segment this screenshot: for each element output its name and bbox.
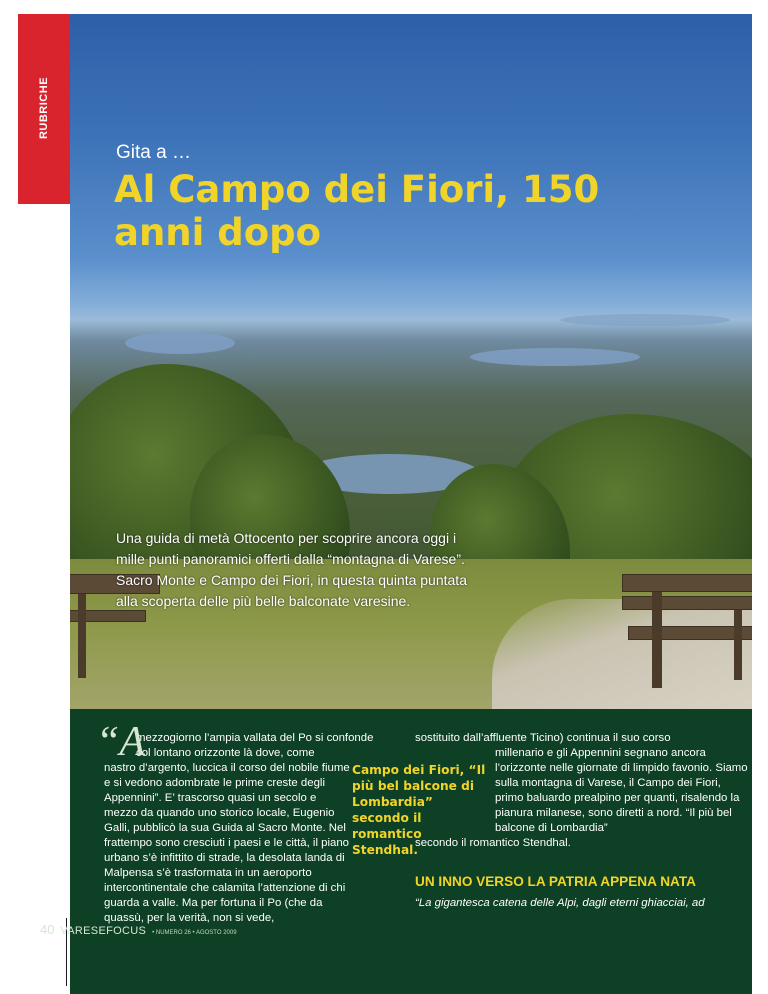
lake-right	[470, 348, 640, 366]
column-1-line-1: mezzogiorno l’ampia vallata del Po si confonde	[136, 732, 374, 744]
article-title: Al Campo dei Fiori, 150 anni dopo	[114, 168, 600, 254]
column-2-line-1: sostituito dall’affluente Ticino) continua il suo corso	[415, 732, 671, 744]
column-2-end: secondo il romantico Stendhal.	[415, 837, 571, 849]
lake-far	[560, 314, 730, 326]
article-intro: Una guida di metà Ottocento per scoprire ancora oggi i mille punti panoramici offerti dalla “montagna di Varese”. Sacro Monte e Campo dei Fiori, in questa quinta puntata alla scoperta delle più belle balconate varesine.	[116, 530, 467, 609]
drop-cap: “A	[96, 719, 146, 765]
lake-left	[125, 332, 235, 354]
page-number: 40	[40, 922, 55, 937]
magazine-issue: • NUMERO 26 • AGOSTO 2009	[152, 930, 237, 936]
folio	[40, 922, 237, 937]
column-2-body: millenario e gli Appennini segnano ancora l’orizzonte nelle giornate di limpido favonio. Siamo sulla montagna di Varese, il Campo dei Fiori, primo baluardo prealpino per quanti, risalendo la pianura milanese, sono diretti a nord. “Il più bel balcone di Lombardia”	[495, 747, 748, 834]
section-subhead: UN INNO VERSO LA PATRIA APPENA NATA	[415, 874, 696, 889]
quote-opening: “La gigantesca catena delle Alpi, dagli eterni ghiacciai, ad	[415, 897, 705, 909]
pull-quote: Campo dei Fiori, “Il più bel balcone di Lombardia” secondo il romantico Stendhal.	[352, 763, 486, 857]
column-1-line-2: col lontano orizzonte là dove, come	[136, 747, 315, 759]
article-column-2	[415, 731, 750, 851]
section-tab-label: RUBRICHE	[38, 76, 50, 140]
kicker: Gita a …	[116, 142, 191, 163]
column-1-body: nastro d’argento, luccica il corso del nobile fiume e si vedono adombrate le prime creste degli Appennini”. E’ trascorso quasi un secolo e mezzo da quando uno storico locale, Eugenio Galli, pubblicò la sua Guida al Sacro Monte. Nel frattempo sono cresciuti i paesi e le città, il piano urbano s’è infittito di strade, la desolata landa di Malpensa s’è trasformata in un aeroporto intercontinentale che calamita l’attenzione di chi guarda a valle. Ma per fortuna il Po (che da quassù, per la verità, non si vede,	[104, 762, 350, 924]
article-column-1	[96, 719, 386, 926]
bench-right	[622, 574, 752, 694]
magazine-name: VARESEFOCUS	[60, 925, 147, 937]
